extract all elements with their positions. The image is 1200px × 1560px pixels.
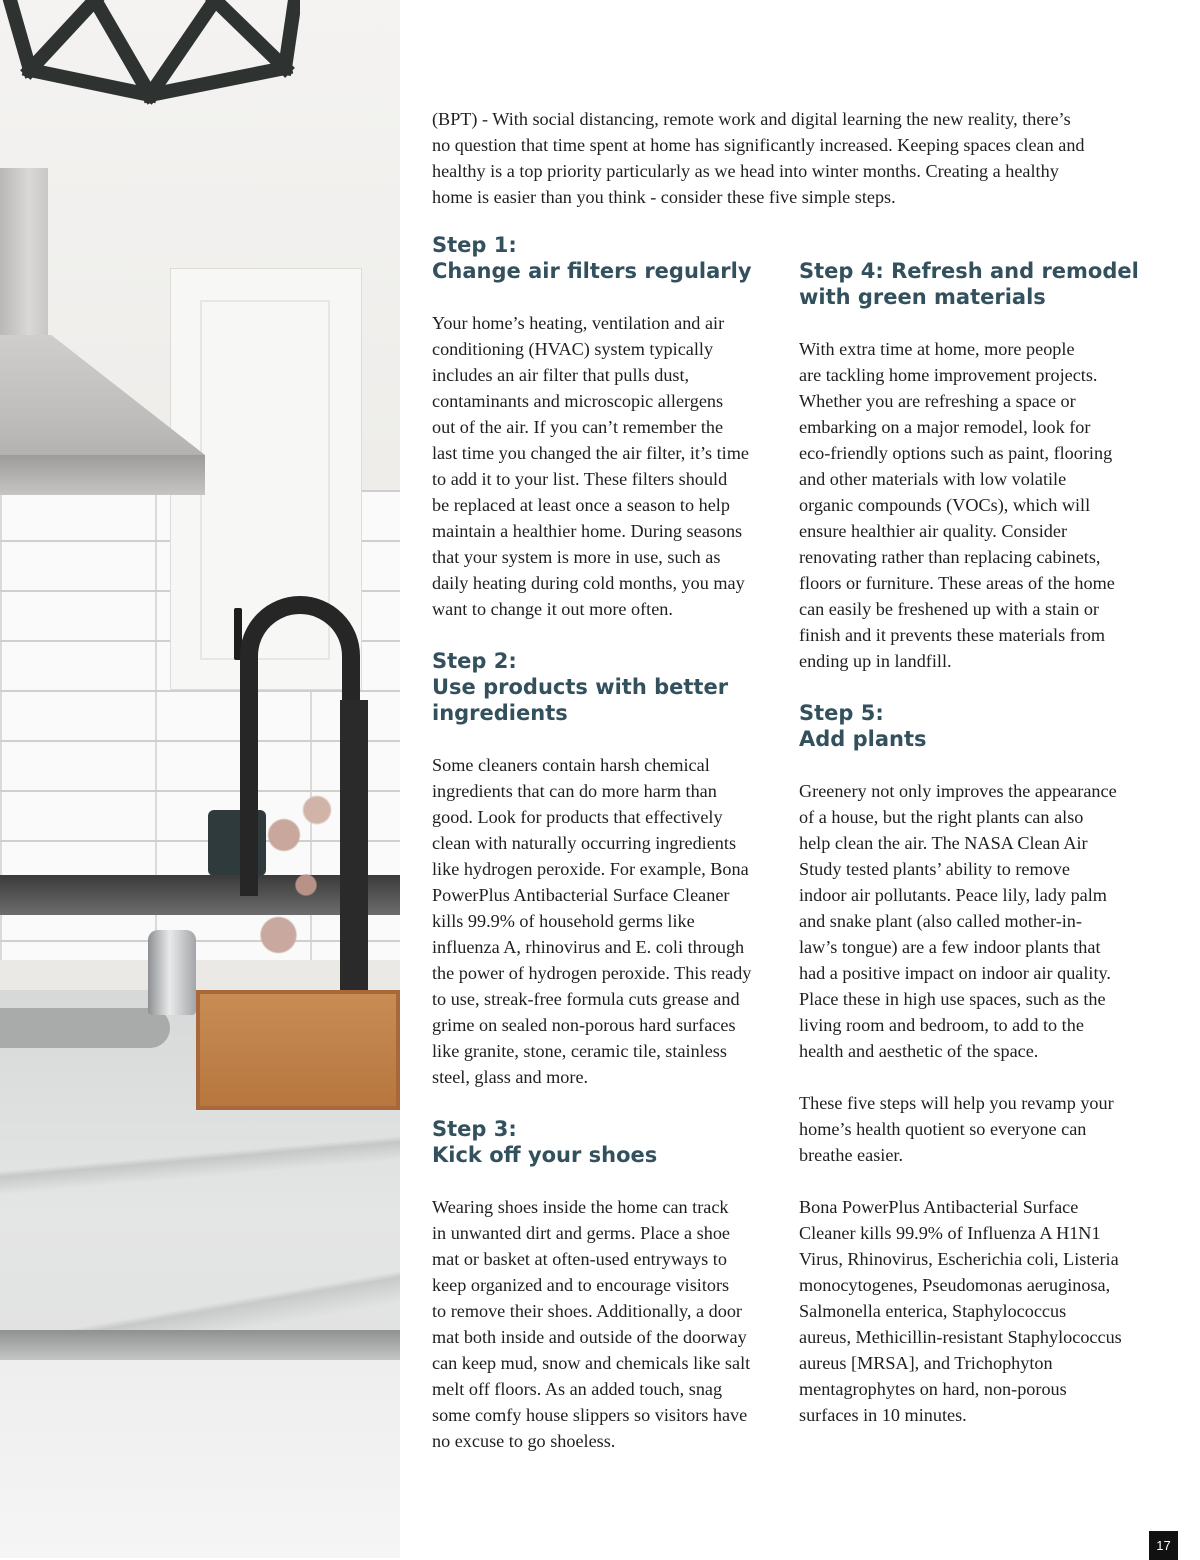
intro-line: (BPT) - With social distancing, remote work and digital learning the new reality, there’s	[432, 109, 1071, 129]
product-disclaimer: Bona PowerPlus Antibacterial Surface Cleaner kills 99.9% of Influenza A H1N1 Virus, Rhinovirus, Escherichia coli, Listeria monocytogenes, Pseudomonas aeruginosa, Salmonella enterica, Staphylococcus aureus, Methicillin-resistant Staphylococcus aureus [MRSA], and Trichophyton mentagrophytes on hard, non-porous surfaces in 10 minutes.	[799, 1197, 1122, 1425]
step1-heading: Step 1: Change air filters regularly	[432, 233, 752, 283]
step5-body: Greenery not only improves the appearance of a house, but the right plants can also help clean the air. The NASA Clean Air Study tested plants’ ability to remove indoor air pollutants. Peace lily, lady palm and snake plant (also called mother-in- law’s tongue) are a few indoor plants that had a positive impact on indoor air quality. Place these in high use spaces, such as the living room and bedroom, to add to the health and aesthetic of the space.	[799, 781, 1117, 1061]
closing-paragraph: These five steps will help you revamp your home’s health quotient so everyone can breathe easier.	[799, 1093, 1114, 1165]
pendant-lamp	[0, 0, 300, 105]
steel-shaker	[148, 930, 196, 1015]
range-hood-chimney	[0, 168, 48, 348]
step4-heading: Step 4: Refresh and remodel with green materials	[799, 259, 1139, 309]
step1-body: Your home’s heating, ventilation and air conditioning (HVAC) system typically includes an air filter that pulls dust, contaminants and microscopic allergens out of the air. If you can’t remember the last time you changed the air filter, it’s time to add it to your list. These filters should be replaced at least once a season to help maintain a healthier home. During seasons that your system is more in use, such as daily heating during cold months, you may want to change it out more often.	[432, 313, 749, 619]
range-hood-rim	[0, 455, 205, 495]
step2-body: Some cleaners contain harsh chemical ingredients that can do more harm than good. Look for products that effectively clean with naturally occurring ingredients like hydrogen peroxide. For example, Bona PowerPlus Antibacterial Surface Cleaner kills 99.9% of household germs like influenza A, rhinovirus and E. coli through the power of hydrogen peroxide. This ready to use, streak-free formula cuts grease and grime on sealed non-porous hard surfaces like granite, stone, ceramic tile, stainless steel, glass and more.	[432, 755, 752, 1087]
wooden-crate	[196, 990, 400, 1110]
eucalyptus-plant	[240, 760, 350, 1010]
intro-line: home is easier than you think - consider these five simple steps.	[432, 187, 896, 207]
step5-heading: Step 5: Add plants	[799, 701, 927, 751]
sink-basin	[0, 1008, 170, 1048]
intro-line: healthy is a top priority particularly as we head into winter months. Creating a healthy	[432, 161, 1059, 181]
intro-line: no question that time spent at home has significantly increased. Keeping spaces clean and	[432, 135, 1085, 155]
left-column	[432, 232, 777, 1480]
floor	[0, 1360, 400, 1558]
step3-heading: Step 3: Kick off your shoes	[432, 1117, 658, 1167]
page-number-badge: 17	[1149, 1531, 1178, 1560]
step3-body: Wearing shoes inside the home can track in unwanted dirt and germs. Place a shoe mat or basket at often-used entryways to keep organized and to encourage visitors to remove their shoes. Additionally, a door mat both inside and outside of the doorway can keep mud, snow and chemicals like salt melt off floors. As an added touch, snag some comfy house slippers so visitors have no excuse to go shoeless.	[432, 1197, 751, 1451]
intro-paragraph	[432, 106, 1132, 210]
kitchen-photo	[0, 0, 400, 1558]
step2-heading: Step 2: Use products with better ingredients	[432, 649, 729, 725]
countertop-edge	[0, 1330, 400, 1360]
right-column	[799, 258, 1144, 1454]
step4-body: With extra time at home, more people are tackling home improvement projects. Whether you are refreshing a space or embarking on a major remodel, look for eco-friendly options such as paint, flooring and other materials with low volatile organic compounds (VOCs), which will ensure healthier air quality. Consider renovating rather than replacing cabinets, floors or furniture. These areas of the home can easily be freshened up with a stain or finish and it prevents these materials from ending up in landfill.	[799, 339, 1115, 671]
